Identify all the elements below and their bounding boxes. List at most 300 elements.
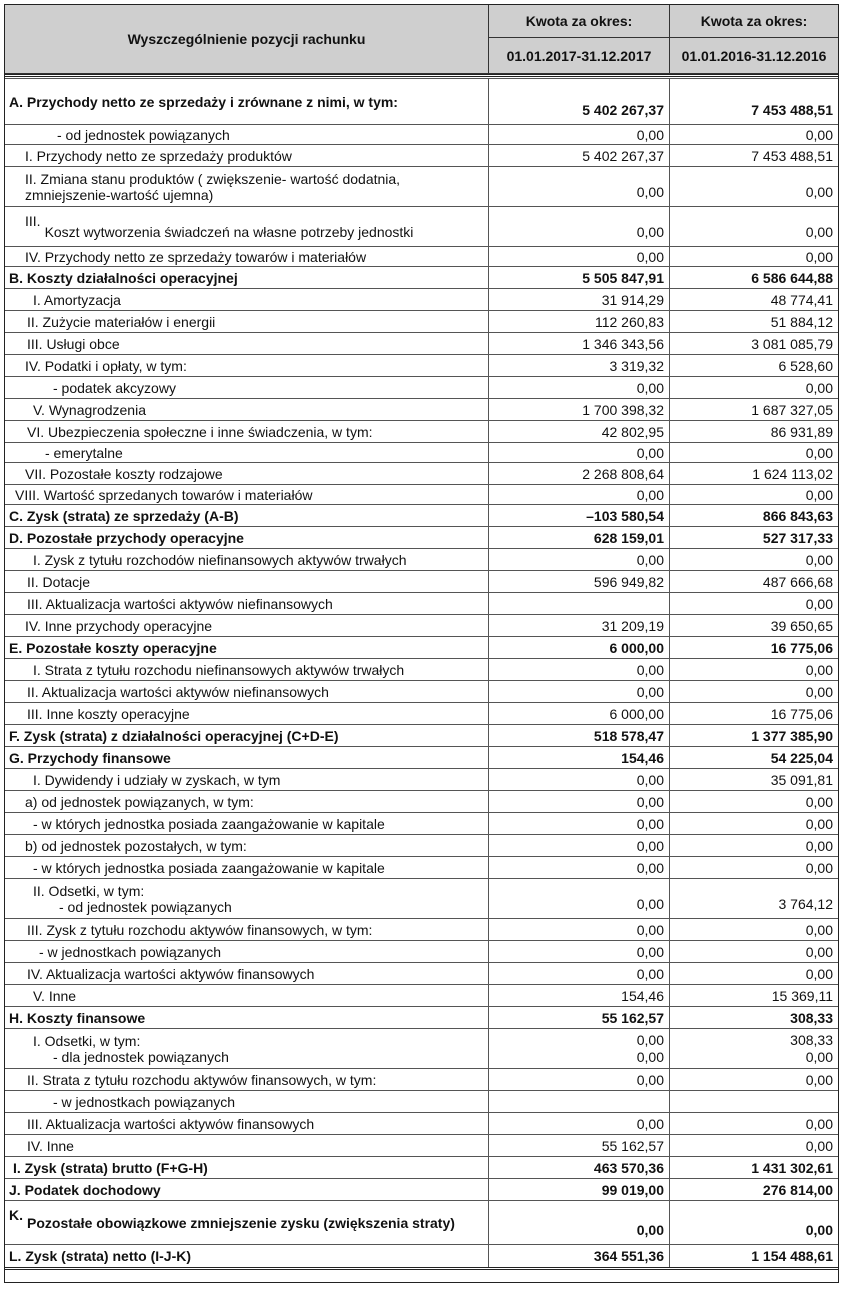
row-label: III. Usługi obce [27,335,120,352]
cell-value: 527 317,33 [762,529,833,546]
row-label-cell [5,791,489,812]
header-label: Wyszczególnienie pozycji rachunku [127,31,366,47]
row-label-cell [5,125,489,144]
header-label-cell [5,5,489,74]
row-label-cell [5,1091,489,1112]
table-row [5,812,838,834]
table-row [5,266,838,288]
header-col1-period-cell [489,38,670,74]
cell-value: 596 949,82 [593,573,664,590]
cell-value: 0,00 [636,1071,664,1088]
cell-value: 0,00 [805,1115,833,1132]
row-label: - emerytalne [45,444,123,461]
row-label-cell [5,725,489,746]
table-row [5,354,838,376]
cell-value: 0,00 [805,943,833,960]
table-row [5,658,838,680]
value-2017-cell [489,681,670,702]
cell-value: 6 000,00 [609,639,664,656]
cell-value: 0,00 [636,248,664,265]
value-2017-cell [489,207,670,246]
value-2016-cell [670,835,838,856]
value-2016-cell [670,443,838,462]
table-row [5,1090,838,1112]
row-label: VIII. Wartość sprzedanych towarów i materiałów [15,486,313,503]
cell-value: 15 369,11 [771,987,833,1004]
cell-value: 6 528,60 [778,357,833,374]
row-label: VI. Ubezpieczenia społeczne i inne świadczenia, w tym: [27,423,373,440]
value-2017-cell [489,399,670,420]
row-label: I. Dywidendy i udziały w zyskach, w tym [33,771,281,788]
value-2017-cell [489,615,670,636]
cell-value: 0,00 [805,248,833,265]
row-label-cell [5,1179,489,1200]
value-2017-cell [489,247,670,266]
cell-value: 0,00 [805,965,833,982]
cell-value: 0,00 [636,224,664,240]
cell-value: 31 209,19 [601,617,664,634]
header-col2-title-cell [670,5,838,38]
cell-value: 0,00 [805,921,833,938]
table-row [5,206,838,246]
cell-value: 0,00 [636,771,664,788]
row-label: C. Zysk (strata) ze sprzedaży (A-B) [9,507,239,524]
cell-value: 0,00 [636,1222,664,1238]
cell-value: 35 091,81 [770,771,833,788]
cell-value: 5 505 847,91 [582,269,664,286]
cell-value: 5 402 267,37 [582,147,664,164]
row-label-cell [5,703,489,724]
cell-value: 48 774,41 [770,291,833,308]
value-2017-cell [489,835,670,856]
value-2016-cell [670,1029,838,1068]
cell-value: 154,46 [621,987,664,1004]
cell-value: 0,00 [636,896,664,912]
table-row [5,724,838,746]
value-2017-cell [489,1113,670,1134]
cell-value: 0,00 [636,859,664,876]
value-2017-cell [489,1201,670,1244]
row-label: A. Przychody netto ze sprzedaży i zrównane z nimi, w tym: [9,93,398,110]
value-2016-cell [670,1157,838,1178]
table-row [5,1068,838,1090]
row-label-cell [5,637,489,658]
table-row [5,1244,838,1267]
cell-value: 3 081 085,79 [751,335,833,352]
value-2017-cell [489,333,670,354]
cell-value: 0,00 [636,683,664,700]
row-label: L. Zysk (strata) netto (I-J-K) [9,1248,192,1264]
cell-value: 99 019,00 [601,1181,664,1198]
cell-value: 7 453 488,51 [751,102,833,118]
value-2017-cell [489,813,670,834]
row-label-cell [5,985,489,1006]
cell-value: 1 624 113,02 [752,465,833,482]
cell-value: 6 586 644,88 [751,269,833,286]
value-2016-cell [670,355,838,376]
cell-value: 55 162,57 [601,1137,664,1154]
row-label: D. Pozostałe przychody operacyjne [9,529,244,546]
cell-value: 3 319,32 [609,357,664,374]
table-row [5,834,838,856]
value-2016-cell [670,399,838,420]
table-row [5,144,838,166]
value-2017-cell [489,79,670,124]
cell-value: 0,00 [805,661,833,678]
table-row [5,790,838,812]
table-row [5,310,838,332]
row-label: II. Aktualizacja wartości aktywów niefinansowych [27,683,329,700]
table-row [5,940,838,962]
value-2016-cell [670,659,838,680]
cell-value: 1 154 488,61 [751,1248,833,1264]
row-label-cell [5,1201,489,1244]
value-2017-cell [489,703,670,724]
row-label-cell [5,1113,489,1134]
row-label-prefix: III. [25,213,41,229]
value-2017-cell [489,879,670,918]
cell-value: 364 551,36 [593,1248,664,1264]
cell-value: 0,00 [636,965,664,982]
cell-value: 0,00 [805,444,833,461]
table-row [5,332,838,354]
row-label-cell [5,747,489,768]
row-label: I. Zysk z tytułu rozchodów niefinansowych aktywów trwałych [33,551,407,568]
cell-value: 0,00 [636,837,664,854]
value-2017-cell [489,791,670,812]
value-2017-cell [489,769,670,790]
value-2016-cell [670,463,838,484]
value-2017-cell [489,267,670,288]
row-label: - podatek akcyzowy [53,379,176,396]
value-2017-cell [489,1157,670,1178]
table-row [5,526,838,548]
row-label-cell [5,769,489,790]
cell-value: 51 884,12 [770,313,833,330]
cell-value: 1 700 398,32 [582,401,664,418]
value-2017-cell [489,1245,670,1267]
value-2017-cell [489,985,670,1006]
value-2017-cell [489,485,670,504]
cell-value: 0,00 [805,126,833,143]
cell-value: 0,00 [805,1137,833,1154]
cell-value: 0,00 [805,595,833,612]
row-label: a) od jednostek powiązanych, w tym: [25,793,254,810]
row-label-cell [5,377,489,398]
row-label-cell [5,1029,489,1068]
row-label: F. Zysk (strata) z działalności operacyjnej (C+D-E) [9,727,339,744]
row-label: I. Przychody netto ze sprzedaży produktów [25,147,292,164]
row-label: IV. Przychody netto ze sprzedaży towarów i materiałów [25,248,367,265]
value-2016-cell [670,333,838,354]
row-label-cell [5,267,489,288]
value-2017-cell [489,443,670,462]
table-row [5,420,838,442]
table-row [5,1178,838,1200]
value-2016-cell [670,791,838,812]
table-row [5,1028,838,1068]
cell-value: 55 162,57 [601,1009,664,1026]
row-label-cell [5,421,489,442]
row-label: V. Wynagrodzenia [33,401,146,418]
value-2016-cell [670,1135,838,1156]
row-label-cell [5,1069,489,1090]
row-label: - w których jednostka posiada zaangażowanie w kapitale [33,815,385,832]
table-row [5,570,838,592]
cell-value: 0,00 [636,793,664,810]
value-2016-cell [670,167,838,206]
value-2016-cell [670,725,838,746]
value-2016-cell [670,703,838,724]
row-label-cell [5,1007,489,1028]
cell-value: 0,00 [805,224,833,240]
cell-value: 16 775,06 [770,705,833,722]
row-label: III. Aktualizacja wartości aktywów niefinansowych [27,595,333,612]
table-row [5,504,838,526]
table-row [5,442,838,462]
row-label-cell [5,813,489,834]
row-label-cell [5,615,489,636]
value-2016-cell [670,549,838,570]
table-row [5,78,838,124]
row-label: V. Inne [33,987,77,1004]
row-label: Pozostałe obowiązkowe zmniejszenie zysku (zwiększenia straty) [27,1214,455,1231]
cell-value: 0,00 [805,837,833,854]
cell-value-sub: 0,00 [805,1048,833,1065]
row-label: IV. Inne [27,1137,74,1154]
row-label-cell [5,941,489,962]
table-row [5,878,838,918]
value-2017-cell [489,593,670,614]
row-label-cell [5,485,489,504]
value-2016-cell [670,527,838,548]
cell-value: 154,46 [621,749,664,766]
cell-value: 487 666,68 [762,573,833,590]
table-row [5,398,838,420]
value-2017-cell [489,1029,670,1068]
value-2016-cell [670,267,838,288]
row-label-cell [5,311,489,332]
row-label-cell [5,1135,489,1156]
income-statement-table [4,4,839,1283]
value-2017-cell [489,549,670,570]
value-2016-cell [670,857,838,878]
row-label-cell [5,571,489,592]
row-sublabel: - od jednostek powiązanych [59,898,232,915]
row-label: - od jednostek powiązanych [57,126,230,143]
cell-value: 42 802,95 [601,423,664,440]
cell-value: 0,00 [805,793,833,810]
row-label-cell [5,527,489,548]
cell-value: 866 843,63 [762,507,833,524]
value-2017-cell [489,963,670,984]
value-2016-cell [670,769,838,790]
row-label: II. Strata z tytułu rozchodu aktywów finansowych, w tym: [27,1071,377,1088]
cell-value: 0,00 [805,184,833,200]
header-col1-period: 01.01.2017-31.12.2017 [506,47,652,64]
value-2016-cell [670,637,838,658]
value-2017-cell [489,125,670,144]
cell-value-sub: 0,00 [636,1048,664,1065]
cell-value: 1 431 302,61 [751,1159,833,1176]
value-2016-cell [670,505,838,526]
cell-value: 16 775,06 [770,639,833,656]
row-label-cell [5,167,489,206]
cell-value: 0,00 [636,379,664,396]
row-label: - w których jednostka posiada zaangażowanie w kapitale [33,859,385,876]
value-2017-cell [489,637,670,658]
value-2017-cell [489,747,670,768]
table-row [5,918,838,940]
value-2016-cell [670,1091,838,1112]
table-row [5,484,838,504]
row-label: IV. Inne przychody operacyjne [25,617,213,634]
row-label-cell [5,463,489,484]
row-label: VII. Pozostałe koszty rodzajowe [25,465,223,482]
value-2017-cell [489,377,670,398]
cell-value: 0,00 [636,551,664,568]
row-label-cell [5,879,489,918]
value-2017-cell [489,1069,670,1090]
cell-value: 628 159,01 [593,529,664,546]
cell-value: 0,00 [636,486,664,503]
value-2016-cell [670,421,838,442]
value-2016-cell [670,571,838,592]
footer-double-rule [5,1267,838,1270]
row-sublabel: - dla jednostek powiązanych [53,1048,229,1065]
table-row [5,592,838,614]
value-2016-cell [670,681,838,702]
value-2016-cell [670,813,838,834]
row-label-cell [5,443,489,462]
value-2017-cell [489,1179,670,1200]
row-label: H. Koszty finansowe [9,1009,146,1026]
value-2017-cell [489,167,670,206]
value-2016-cell [670,79,838,124]
row-label: II. Zmiana stanu produktów ( zwiększenie- wartość dodatnia, zmniejszenie-wartość ujemna) [25,170,401,203]
cell-value: 0,00 [805,1222,833,1238]
row-label-cell [5,919,489,940]
cell-value: 31 914,29 [601,291,664,308]
row-label-cell [5,79,489,124]
row-label: III. Zysk z tytułu rozchodu aktywów finansowych, w tym: [27,921,373,938]
row-label-cell [5,549,489,570]
row-label: IV. Podatki i opłaty, w tym: [25,357,187,374]
cell-value: 0,00 [636,1115,664,1132]
row-label: b) od jednostek pozostałych, w tym: [25,837,247,854]
value-2016-cell [670,1179,838,1200]
table-row [5,1156,838,1178]
value-2016-cell [670,1069,838,1090]
cell-value: 518 578,47 [593,727,664,744]
cell-value: 0,00 [805,379,833,396]
row-label-cell [5,355,489,376]
header-col1-title: Kwota za okres: [525,13,633,29]
cell-value: 276 814,00 [762,1181,833,1198]
row-label-cell [5,593,489,614]
row-label: J. Podatek dochodowy [9,1181,161,1198]
row-label: II. Odsetki, w tym: [33,882,145,899]
value-2016-cell [670,311,838,332]
value-2017-cell [489,463,670,484]
row-label-cell [5,659,489,680]
value-2017-cell [489,311,670,332]
row-label-cell [5,681,489,702]
cell-value: 308,33 [790,1009,833,1026]
row-label-cell [5,505,489,526]
row-label: G. Przychody finansowe [9,749,171,766]
cell-value: 0,00 [805,486,833,503]
value-2016-cell [670,377,838,398]
cell-value: 463 570,36 [593,1159,664,1176]
row-label-cell [5,835,489,856]
value-2016-cell [670,963,838,984]
table-row [5,636,838,658]
cell-value: 0,00 [636,444,664,461]
cell-value: 308,33 [790,1031,833,1048]
table-row [5,746,838,768]
table-row [5,548,838,570]
value-2016-cell [670,941,838,962]
row-label: - w jednostkach powiązanych [53,1093,236,1110]
row-label-cell [5,963,489,984]
value-2016-cell [670,1113,838,1134]
row-label: B. Koszty działalności operacyjnej [9,269,238,286]
cell-value: 54 225,04 [770,749,833,766]
value-2017-cell [489,289,670,310]
table-row [5,1112,838,1134]
row-label-cell [5,399,489,420]
value-2016-cell [670,985,838,1006]
cell-value: 0,00 [636,661,664,678]
cell-value: 0,00 [805,551,833,568]
value-2017-cell [489,1007,670,1028]
row-label: Koszt wytworzenia świadczeń na własne potrzeby jednostki [44,223,414,240]
cell-value: 0,00 [636,184,664,200]
cell-value: 0,00 [636,943,664,960]
value-2016-cell [670,289,838,310]
value-2017-cell [489,421,670,442]
row-label-cell [5,207,489,246]
cell-value: 0,00 [636,126,664,143]
cell-value: 1 346 343,56 [582,335,664,352]
row-label-cell [5,145,489,166]
row-label-cell [5,333,489,354]
cell-value: 0,00 [636,921,664,938]
cell-value: 1 687 327,05 [751,401,833,418]
row-label-cell [5,1245,489,1267]
cell-value: 0,00 [636,815,664,832]
table-row [5,702,838,724]
cell-value: 6 000,00 [609,705,664,722]
value-2016-cell [670,747,838,768]
value-2016-cell [670,1245,838,1267]
value-2017-cell [489,1135,670,1156]
cell-value: 5 402 267,37 [582,102,664,118]
row-label: I. Odsetki, w tym: [33,1032,141,1049]
row-label-cell [5,857,489,878]
value-2017-cell [489,527,670,548]
cell-value: –103 580,54 [586,507,664,524]
table-row [5,768,838,790]
row-label: I. Amortyzacja [33,291,121,308]
cell-value: 2 268 808,64 [582,465,664,482]
value-2016-cell [670,879,838,918]
value-2017-cell [489,919,670,940]
row-label: E. Pozostałe koszty operacyjne [9,639,217,656]
header-col1-title-cell [489,5,670,38]
table-row [5,962,838,984]
